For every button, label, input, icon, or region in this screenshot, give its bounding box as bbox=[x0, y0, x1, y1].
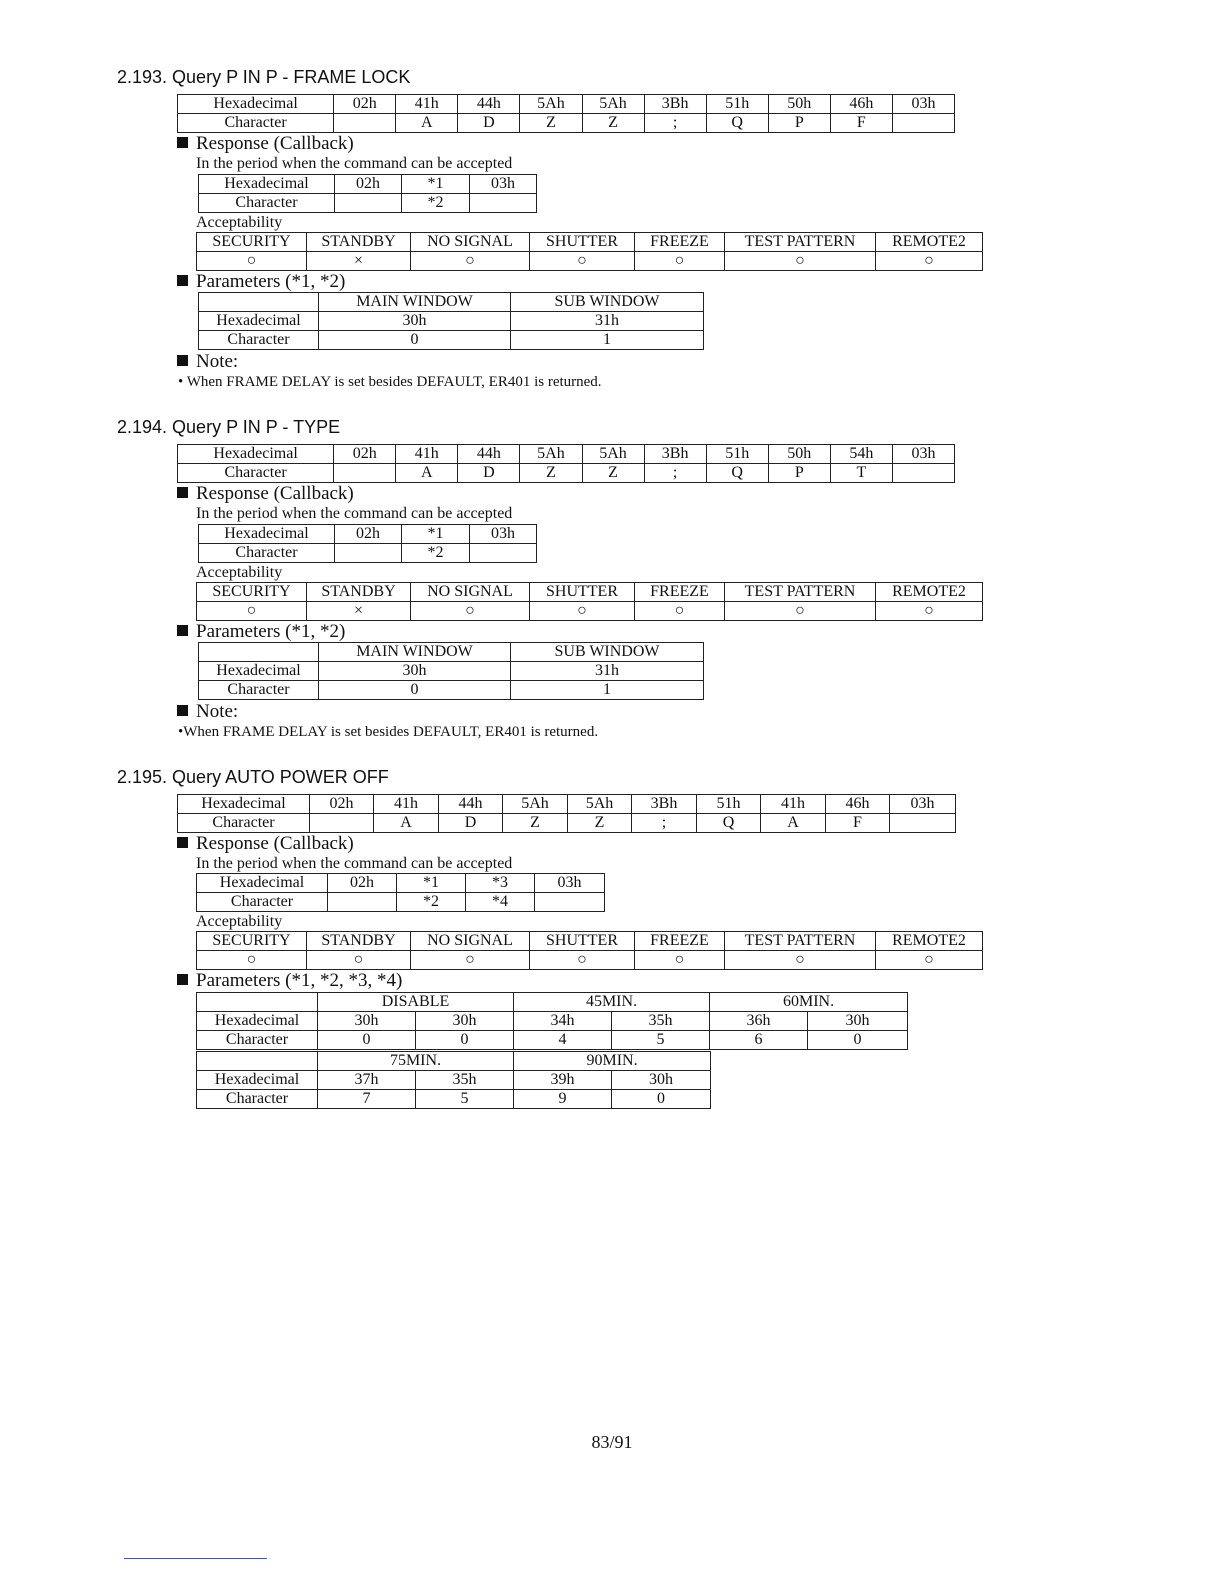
table-row bbox=[197, 874, 605, 893]
cell: 9 bbox=[514, 1090, 612, 1109]
cell: 3Bh bbox=[644, 95, 706, 114]
cell: Hexadecimal bbox=[178, 95, 334, 114]
cell: *1 bbox=[402, 525, 470, 544]
table-row bbox=[197, 583, 983, 602]
cell: MAIN WINDOW bbox=[319, 643, 511, 662]
cell: D bbox=[458, 464, 520, 483]
cell: ○ bbox=[197, 602, 307, 621]
cell: SECURITY bbox=[197, 233, 307, 252]
cell: Q bbox=[697, 814, 761, 833]
table-row bbox=[197, 993, 908, 1012]
cell: 60MIN. bbox=[710, 993, 908, 1012]
cell: ○ bbox=[197, 951, 307, 970]
cell: T bbox=[830, 464, 892, 483]
cell: ○ bbox=[197, 252, 307, 271]
cell: 5Ah bbox=[568, 795, 632, 814]
cell: *2 bbox=[402, 544, 470, 563]
response-heading bbox=[177, 483, 354, 505]
cell: *1 bbox=[402, 175, 470, 194]
parameters-heading bbox=[177, 621, 345, 643]
cell: Z bbox=[503, 814, 568, 833]
cell: P bbox=[768, 114, 830, 133]
cell: Character bbox=[178, 814, 310, 833]
table-row bbox=[197, 951, 983, 970]
table-row bbox=[197, 602, 983, 621]
cell: 41h bbox=[396, 445, 458, 464]
cell: 0 bbox=[319, 331, 511, 350]
cell bbox=[197, 993, 318, 1012]
cell: SHUTTER bbox=[530, 233, 635, 252]
cell: REMOTE2 bbox=[876, 233, 983, 252]
table-row bbox=[178, 445, 955, 464]
note-heading bbox=[177, 701, 238, 723]
cell: 0 bbox=[318, 1031, 416, 1050]
cell: 1 bbox=[511, 681, 704, 700]
cell: 03h bbox=[470, 525, 537, 544]
cell: Hexadecimal bbox=[199, 525, 335, 544]
cell: 7 bbox=[318, 1090, 416, 1109]
cell: SUB WINDOW bbox=[511, 643, 704, 662]
cell: *2 bbox=[402, 194, 470, 213]
cell: Q bbox=[706, 114, 768, 133]
cell: ○ bbox=[530, 252, 635, 271]
cell: DISABLE bbox=[318, 993, 514, 1012]
table-row bbox=[197, 893, 605, 912]
cell: 03h bbox=[470, 175, 537, 194]
cell: F bbox=[826, 814, 890, 833]
cell: P bbox=[768, 464, 830, 483]
cell: REMOTE2 bbox=[876, 932, 983, 951]
response-period: In the period when the command can be accepted bbox=[196, 855, 513, 872]
cell: TEST PATTERN bbox=[725, 233, 876, 252]
cell: Character bbox=[178, 464, 334, 483]
cell: 5 bbox=[612, 1031, 710, 1050]
response-heading-text: Response (Callback) bbox=[196, 133, 354, 154]
parameters-heading bbox=[177, 970, 402, 992]
cell: 5Ah bbox=[520, 445, 582, 464]
cell: 1 bbox=[511, 331, 704, 350]
table-row bbox=[199, 331, 704, 350]
table-row bbox=[199, 681, 704, 700]
table-row bbox=[178, 114, 955, 133]
cell bbox=[334, 114, 396, 133]
table-row bbox=[199, 312, 704, 331]
cell: 31h bbox=[511, 662, 704, 681]
acceptability-table-195 bbox=[196, 931, 983, 970]
cell: 02h bbox=[335, 175, 402, 194]
cell: 3Bh bbox=[644, 445, 706, 464]
cell: 02h bbox=[310, 795, 374, 814]
cell: ○ bbox=[635, 951, 725, 970]
cell: 39h bbox=[514, 1071, 612, 1090]
square-bullet-icon bbox=[177, 275, 188, 286]
section-title-195: 2.195. Query AUTO POWER OFF bbox=[117, 767, 389, 787]
cell: 3Bh bbox=[632, 795, 697, 814]
square-bullet-icon bbox=[177, 974, 188, 985]
cell: ○ bbox=[876, 951, 983, 970]
cell: ○ bbox=[635, 602, 725, 621]
cell: 0 bbox=[808, 1031, 908, 1050]
cell: 4 bbox=[514, 1031, 612, 1050]
cell: 5Ah bbox=[503, 795, 568, 814]
cell: D bbox=[439, 814, 503, 833]
cell: ○ bbox=[725, 951, 876, 970]
square-bullet-icon bbox=[177, 837, 188, 848]
cell: Z bbox=[582, 464, 644, 483]
cell: 35h bbox=[612, 1012, 710, 1031]
cell bbox=[199, 643, 319, 662]
parameters-table-193 bbox=[198, 292, 704, 350]
cell: TEST PATTERN bbox=[725, 583, 876, 602]
cell: 41h bbox=[396, 95, 458, 114]
cell: ; bbox=[632, 814, 697, 833]
note-heading-text: Note: bbox=[196, 351, 239, 372]
cell: 37h bbox=[318, 1071, 416, 1090]
table-row bbox=[199, 525, 537, 544]
table-row bbox=[178, 795, 956, 814]
response-heading bbox=[177, 133, 354, 155]
cell: 5 bbox=[416, 1090, 514, 1109]
cell: ○ bbox=[411, 252, 530, 271]
cell: 45MIN. bbox=[514, 993, 710, 1012]
cell: Q bbox=[706, 464, 768, 483]
cell: 0 bbox=[319, 681, 511, 700]
cell: Character bbox=[199, 681, 319, 700]
cell: 51h bbox=[706, 95, 768, 114]
cell: Character bbox=[199, 544, 335, 563]
command-table-195 bbox=[177, 794, 956, 833]
table-row bbox=[197, 1052, 711, 1071]
cell: 03h bbox=[892, 445, 954, 464]
table-row bbox=[199, 293, 704, 312]
cell bbox=[310, 814, 374, 833]
cell: TEST PATTERN bbox=[725, 932, 876, 951]
cell: 30h bbox=[319, 312, 511, 331]
cell: ○ bbox=[307, 951, 411, 970]
cell: 46h bbox=[830, 95, 892, 114]
cell: 0 bbox=[612, 1090, 711, 1109]
parameters-heading bbox=[177, 271, 345, 293]
cell: Hexadecimal bbox=[197, 1012, 318, 1031]
cell: A bbox=[396, 114, 458, 133]
square-bullet-icon bbox=[177, 137, 188, 148]
response-table-195 bbox=[196, 873, 605, 912]
cell: *1 bbox=[397, 874, 466, 893]
cell: ○ bbox=[530, 951, 635, 970]
cell: ○ bbox=[876, 602, 983, 621]
cell: STANDBY bbox=[307, 583, 411, 602]
cell: 36h bbox=[710, 1012, 808, 1031]
cell: 03h bbox=[890, 795, 956, 814]
cell: F bbox=[830, 114, 892, 133]
cell: 50h bbox=[768, 95, 830, 114]
cell bbox=[890, 814, 956, 833]
cell: 50h bbox=[768, 445, 830, 464]
response-period: In the period when the command can be accepted bbox=[196, 155, 513, 172]
cell: Z bbox=[582, 114, 644, 133]
acceptability-table-194 bbox=[196, 582, 983, 621]
cell: *4 bbox=[466, 893, 535, 912]
table-row bbox=[199, 662, 704, 681]
section-title-193: 2.193. Query P IN P - FRAME LOCK bbox=[117, 67, 411, 87]
command-table-194 bbox=[177, 444, 955, 483]
cell: 0 bbox=[416, 1031, 514, 1050]
table-row bbox=[197, 1071, 711, 1090]
acceptability-table-193 bbox=[196, 232, 983, 271]
cell: 51h bbox=[706, 445, 768, 464]
response-heading-text: Response (Callback) bbox=[196, 483, 354, 504]
response-heading bbox=[177, 833, 354, 855]
cell: ; bbox=[644, 114, 706, 133]
cell: SHUTTER bbox=[530, 583, 635, 602]
cell: Hexadecimal bbox=[178, 445, 334, 464]
cell: ; bbox=[644, 464, 706, 483]
cell: 02h bbox=[334, 445, 396, 464]
cell: Character bbox=[197, 1031, 318, 1050]
cell: FREEZE bbox=[635, 932, 725, 951]
cell bbox=[470, 544, 537, 563]
cell bbox=[335, 544, 402, 563]
table-row bbox=[197, 1031, 908, 1050]
cell: A bbox=[761, 814, 826, 833]
table-row bbox=[197, 932, 983, 951]
parameters-heading-text: Parameters (*1, *2) bbox=[196, 621, 346, 642]
cell: 30h bbox=[612, 1071, 711, 1090]
cell: ○ bbox=[411, 951, 530, 970]
cell: A bbox=[396, 464, 458, 483]
cell: *2 bbox=[397, 893, 466, 912]
cell bbox=[197, 1052, 318, 1071]
cell: 30h bbox=[808, 1012, 908, 1031]
cell: ○ bbox=[635, 252, 725, 271]
cell: 44h bbox=[458, 445, 520, 464]
cell: 75MIN. bbox=[318, 1052, 514, 1071]
cell: ○ bbox=[725, 252, 876, 271]
cell: ○ bbox=[876, 252, 983, 271]
table-row bbox=[197, 252, 983, 271]
parameters-table-195-a bbox=[196, 992, 908, 1050]
cell: × bbox=[307, 602, 411, 621]
cell: Character bbox=[197, 893, 328, 912]
cell: 03h bbox=[535, 874, 605, 893]
table-row bbox=[197, 233, 983, 252]
cell: 44h bbox=[458, 95, 520, 114]
parameters-table-195-b bbox=[196, 1051, 711, 1109]
cell: Character bbox=[199, 331, 319, 350]
cell: 30h bbox=[318, 1012, 416, 1031]
note-heading bbox=[177, 351, 238, 373]
cell: × bbox=[307, 252, 411, 271]
cell: 90MIN. bbox=[514, 1052, 711, 1071]
table-row bbox=[178, 95, 955, 114]
table-row bbox=[178, 814, 956, 833]
cell: ○ bbox=[530, 602, 635, 621]
cell: Character bbox=[178, 114, 334, 133]
cell: Z bbox=[520, 114, 582, 133]
cell bbox=[470, 194, 537, 213]
response-heading-text: Response (Callback) bbox=[196, 833, 354, 854]
cell: Z bbox=[520, 464, 582, 483]
table-row bbox=[199, 544, 537, 563]
table-row bbox=[199, 194, 537, 213]
cell: 6 bbox=[710, 1031, 808, 1050]
cell: Character bbox=[197, 1090, 318, 1109]
cell: Hexadecimal bbox=[199, 175, 335, 194]
cell: 5Ah bbox=[582, 445, 644, 464]
footer-rule bbox=[124, 1558, 267, 1559]
acceptability-label: Acceptability bbox=[196, 913, 283, 930]
cell: *3 bbox=[466, 874, 535, 893]
table-row bbox=[197, 1090, 711, 1109]
cell: Hexadecimal bbox=[178, 795, 310, 814]
cell: STANDBY bbox=[307, 233, 411, 252]
cell: STANDBY bbox=[307, 932, 411, 951]
cell: 34h bbox=[514, 1012, 612, 1031]
cell: ○ bbox=[725, 602, 876, 621]
table-row bbox=[197, 1012, 908, 1031]
cell: SECURITY bbox=[197, 932, 307, 951]
cell: Hexadecimal bbox=[197, 1071, 318, 1090]
response-period: In the period when the command can be accepted bbox=[196, 505, 513, 522]
cell: 02h bbox=[334, 95, 396, 114]
cell: SECURITY bbox=[197, 583, 307, 602]
page-number: 83/91 bbox=[591, 1432, 633, 1452]
cell bbox=[335, 194, 402, 213]
cell: 5Ah bbox=[582, 95, 644, 114]
cell bbox=[892, 464, 954, 483]
cell: 35h bbox=[416, 1071, 514, 1090]
cell: 41h bbox=[761, 795, 826, 814]
cell: SHUTTER bbox=[530, 932, 635, 951]
response-table-194 bbox=[198, 524, 537, 563]
acceptability-label: Acceptability bbox=[196, 214, 283, 231]
cell bbox=[892, 114, 954, 133]
cell: 30h bbox=[416, 1012, 514, 1031]
table-row bbox=[178, 464, 955, 483]
square-bullet-icon bbox=[177, 355, 188, 366]
cell bbox=[334, 464, 396, 483]
parameters-heading-text: Parameters (*1, *2) bbox=[196, 271, 346, 292]
table-row bbox=[199, 643, 704, 662]
section-title-194: 2.194. Query P IN P - TYPE bbox=[117, 417, 341, 437]
cell: 44h bbox=[439, 795, 503, 814]
table-row bbox=[199, 175, 537, 194]
cell: MAIN WINDOW bbox=[319, 293, 511, 312]
cell: FREEZE bbox=[635, 233, 725, 252]
cell: REMOTE2 bbox=[876, 583, 983, 602]
parameters-heading-text: Parameters (*1, *2, *3, *4) bbox=[196, 970, 403, 991]
cell: 02h bbox=[328, 874, 397, 893]
cell bbox=[535, 893, 605, 912]
cell bbox=[328, 893, 397, 912]
cell: 30h bbox=[319, 662, 511, 681]
note-text: •When FRAME DELAY is set besides DEFAULT, ER401 is returned. bbox=[178, 724, 599, 740]
parameters-table-194 bbox=[198, 642, 704, 700]
cell: 31h bbox=[511, 312, 704, 331]
square-bullet-icon bbox=[177, 625, 188, 636]
cell: 46h bbox=[826, 795, 890, 814]
cell: 02h bbox=[335, 525, 402, 544]
cell: ○ bbox=[411, 602, 530, 621]
cell: 54h bbox=[830, 445, 892, 464]
cell: SUB WINDOW bbox=[511, 293, 704, 312]
note-heading-text: Note: bbox=[196, 701, 239, 722]
cell: 03h bbox=[892, 95, 954, 114]
cell: Hexadecimal bbox=[199, 662, 319, 681]
cell: Character bbox=[199, 194, 335, 213]
cell bbox=[199, 293, 319, 312]
cell: 51h bbox=[697, 795, 761, 814]
cell: NO SIGNAL bbox=[411, 233, 530, 252]
acceptability-label: Acceptability bbox=[196, 564, 283, 581]
cell: NO SIGNAL bbox=[411, 583, 530, 602]
square-bullet-icon bbox=[177, 705, 188, 716]
cell: Z bbox=[568, 814, 632, 833]
cell: Hexadecimal bbox=[199, 312, 319, 331]
command-table-193 bbox=[177, 94, 955, 133]
cell: 41h bbox=[374, 795, 439, 814]
cell: FREEZE bbox=[635, 583, 725, 602]
note-text: • When FRAME DELAY is set besides DEFAULT, ER401 is returned. bbox=[178, 374, 602, 390]
cell: 5Ah bbox=[520, 95, 582, 114]
square-bullet-icon bbox=[177, 487, 188, 498]
cell: Hexadecimal bbox=[197, 874, 328, 893]
cell: D bbox=[458, 114, 520, 133]
cell: NO SIGNAL bbox=[411, 932, 530, 951]
cell: A bbox=[374, 814, 439, 833]
response-table-193 bbox=[198, 174, 537, 213]
